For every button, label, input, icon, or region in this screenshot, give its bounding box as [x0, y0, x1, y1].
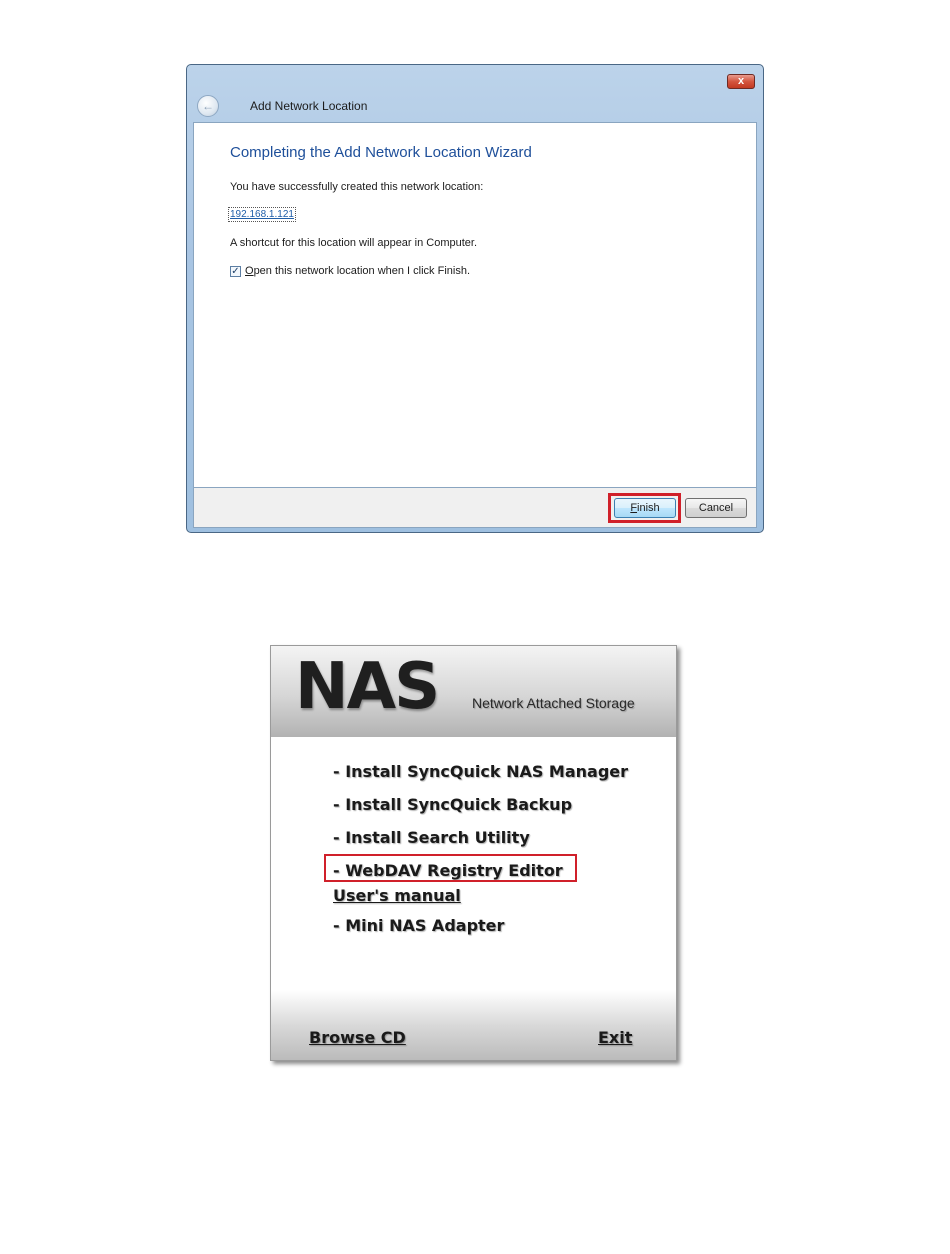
open-location-label: Open this network location when I click Finish. [245, 265, 470, 277]
nas-autorun-window [270, 645, 677, 1061]
checkmark-icon: ✓ [231, 265, 240, 277]
add-network-location-dialog [186, 64, 764, 533]
nas-footer [271, 990, 676, 1061]
close-button[interactable] [727, 74, 755, 89]
menu-item-install-nas-manager[interactable]: - Install SyncQuick NAS Manager [333, 762, 629, 781]
nas-header [271, 646, 676, 737]
wizard-heading: Completing the Add Network Location Wizard [230, 144, 532, 161]
browse-cd-link[interactable]: Browse CD [309, 1028, 406, 1047]
menu-item-mini-nas-adapter[interactable]: - Mini NAS Adapter [333, 916, 505, 935]
finish-button[interactable]: Finish [614, 498, 676, 518]
dialog-title: Add Network Location [250, 99, 368, 113]
nas-subtitle: Network Attached Storage [472, 695, 635, 711]
menu-item-webdav-registry-editor[interactable]: - WebDAV Registry Editor [333, 861, 563, 880]
back-arrow-icon: ← [202, 99, 214, 113]
wizard-content-pane [193, 122, 757, 488]
exit-link[interactable]: Exit [598, 1028, 633, 1047]
nas-logo: NAS [295, 650, 439, 724]
menu-item-install-backup[interactable]: - Install SyncQuick Backup [333, 795, 573, 814]
finish-button-highlight [608, 493, 681, 523]
shortcut-message: A shortcut for this location will appear in Computer. [230, 237, 478, 249]
close-icon: x [737, 75, 745, 87]
success-message: You have successfully created this network location: [230, 181, 484, 193]
open-location-option[interactable] [230, 265, 470, 277]
cancel-button[interactable]: Cancel [685, 498, 747, 518]
open-location-checkbox[interactable] [230, 266, 241, 277]
back-button[interactable] [197, 95, 219, 117]
network-location-link[interactable]: 192.168.1.121 [230, 209, 294, 220]
webdav-item-highlight [324, 854, 577, 882]
menu-item-install-search-utility[interactable]: - Install Search Utility [333, 828, 530, 847]
menu-item-users-manual[interactable]: User's manual [333, 886, 461, 905]
